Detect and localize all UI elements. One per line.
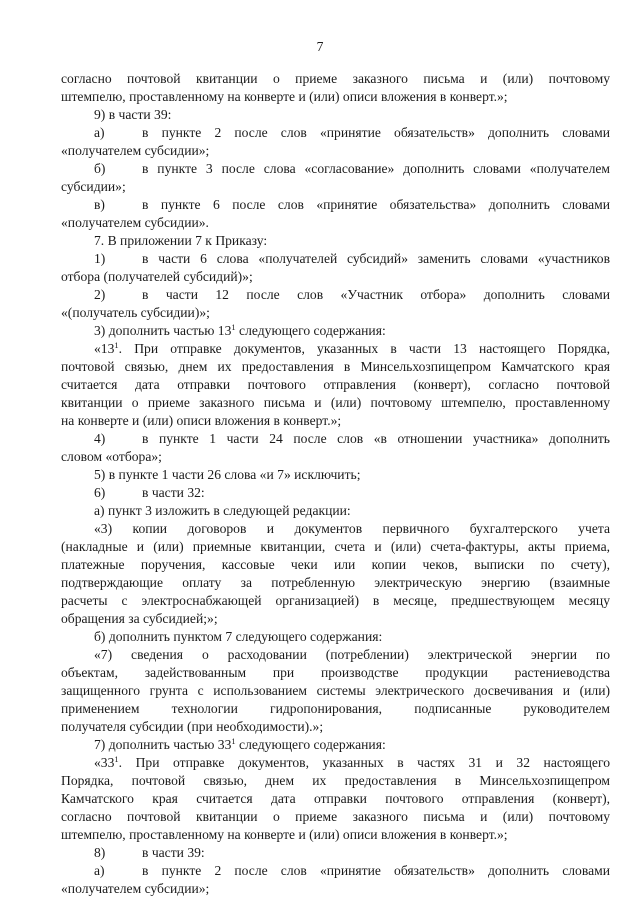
text-line: Камчатского края считается дата отправки почтового отправления (конверт), (61, 791, 610, 806)
text-line: на конверте и (или) описи вложения в конверт.»; (61, 413, 342, 428)
list-item-text: в пункте 6 после слов «принятие обязательства» дополнить словами (142, 197, 610, 212)
text-line: (накладные и (или) приемные квитанции, счета и (или) счета-фактуры, акты приема, (61, 539, 610, 554)
text-line: согласно почтовой квитанции о приеме заказного письма и (или) почтовому (61, 809, 610, 824)
text-line: 7) дополнить частью $33^1$ следующего содержания: (94, 736, 386, 752)
text-line: подтверждающие оплату за потребленную электрическую энергию (взаимные (61, 575, 610, 590)
text-line: штемпелю, проставленному на конверте и (или) описи вложения в конверт.»; (61, 827, 508, 842)
text-line: «получателем субсидии». (61, 215, 209, 230)
text-line: квитанции о приеме заказного письма и (или) почтовому штемпелю, проставленному (61, 395, 610, 410)
text-line: согласно почтовой квитанции о приеме заказного письма и (или) почтовому (61, 71, 610, 86)
list-item-text: в пункте 1 части 24 после слов «в отношении участника» дополнить (142, 431, 610, 446)
text-line: «получателем субсидии»; (61, 143, 210, 158)
list-item-text: в части 6 слова «получателей субсидий» заменить словами «участников (142, 251, 610, 266)
text-line: словом «отбора»; (61, 449, 162, 464)
list-label: в) (94, 197, 105, 212)
list-label: 6) (94, 485, 106, 500)
list-item-text: в части 32: (142, 485, 205, 500)
section-heading: 7. В приложении 7 к Приказу: (94, 233, 268, 248)
page-number: 7 (316, 39, 324, 54)
text-line: Порядка, почтовой связью, днем их предоставления в Минсельхозпищепром (61, 773, 610, 788)
list-label: 8) (94, 845, 106, 860)
text-line: 3) дополнить частью $13^1$ следующего содержания: (94, 322, 386, 338)
list-label: а) (94, 125, 105, 140)
text-line: 9) в части 39: (94, 107, 172, 122)
list-label: 4) (94, 431, 106, 446)
text-line: «$33^1$. При отправке документов, указанных в частях 31 и 32 настоящего (94, 754, 610, 770)
list-label: 1) (94, 251, 106, 266)
text-line: штемпелю, проставленному на конверте и (или) описи вложения в конверт.»; (61, 89, 508, 104)
list-label: 2) (94, 287, 106, 302)
text-line: расчеты с электроснабжающей организацией) в месяце, предшествующем месяцу (61, 593, 610, 608)
text-line: применением технологии гидропонирования, подписанные руководителем (61, 701, 610, 716)
text-line: а) пункт 3 изложить в следующей редакции: (94, 503, 351, 518)
text-line: 5) в пункте 1 части 26 слова «и 7» исключить; (94, 467, 361, 482)
text-line: получателя субсидии (при необходимости).»; (61, 719, 324, 734)
text-line: объектам, задействованным при производстве продукции растениеводства (61, 665, 610, 680)
list-item-text: в части 39: (142, 845, 205, 860)
text-line: «$13^1$. При отправке документов, указанных в части 13 настоящего Порядка, (94, 340, 610, 356)
list-label: а) (94, 863, 105, 878)
text-line: б) дополнить пунктом 7 следующего содержания: (94, 629, 383, 644)
list-item-text: в части 12 после слов «Участник отбора» дополнить словами (142, 287, 610, 302)
text-line: платежные поручения, кассовые чеки или копии чеков, выписки по счету), (61, 557, 610, 572)
text-line: отбора (получателей субсидий)»; (61, 269, 253, 284)
text-line: считается дата отправки почтового отправления (конверт), согласно почтовой (61, 377, 610, 392)
text-line: «7) сведения о расходовании (потреблении) электрической энергии по (94, 647, 610, 662)
text-line: защищенного грунта с использованием системы электрического досвечивания и (или) (61, 683, 610, 698)
text-line: «3) копии договоров и документов первичного бухгалтерского учета (94, 521, 610, 536)
list-item-text: в пункте 2 после слов «принятие обязательств» дополнить словами (142, 125, 610, 140)
list-item-text: в пункте 3 после слова «согласование» дополнить словами «получателем (142, 161, 610, 176)
text-line: «(получатель субсидии)»; (61, 305, 210, 320)
text-line: почтовой связью, днем их предоставления в Минсельхозпищепром Камчатского края (61, 359, 610, 374)
list-item-text: в пункте 2 после слов «принятие обязательств» дополнить словами (142, 863, 610, 878)
text-line: обращения за субсидией;»; (61, 611, 218, 626)
text-line: «получателем субсидии»; (61, 881, 210, 896)
text-line: субсидии»; (61, 179, 126, 194)
list-label: б) (94, 161, 106, 176)
